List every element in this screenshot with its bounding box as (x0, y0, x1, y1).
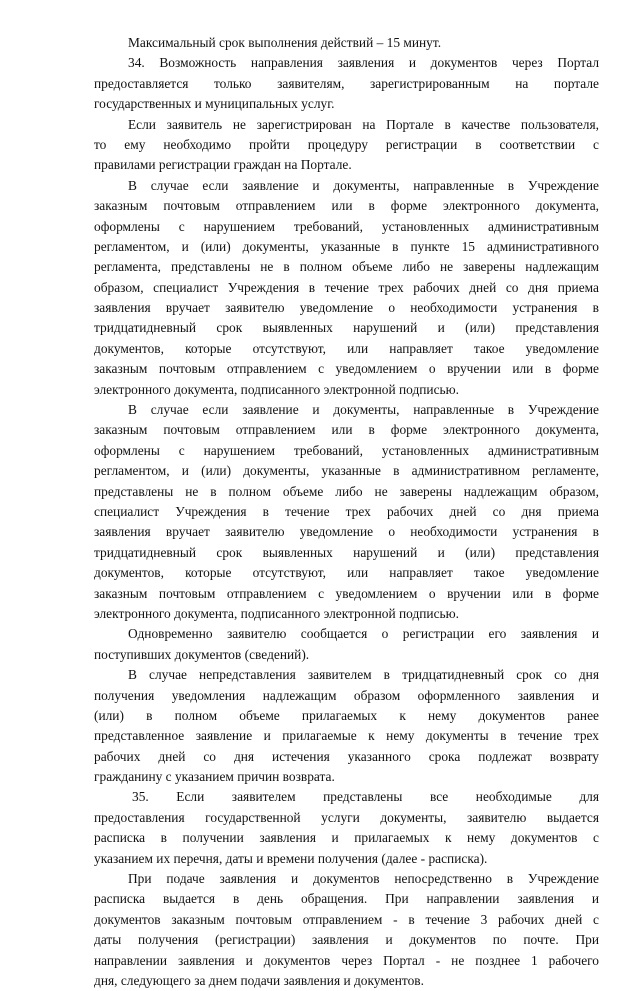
text-line: Одновременно заявителю сообщается о регистрации его заявления и (128, 626, 599, 642)
text-line: рабочих дней со дня истечения указанного срока подлежат возврату (94, 748, 599, 764)
text-line: В случае если заявление и документы, направленные в Учреждение (128, 177, 599, 193)
text-line: образом, специалист Учреждения в течение трех рабочих дней со дня приема (94, 279, 599, 295)
text-line: предоставляется только заявителям, зарегистрированным на портале (94, 75, 599, 91)
text-line: документов, которые отсутствуют, или направляет такое уведомление (94, 340, 599, 356)
text-line: документов заказным почтовым отправлением - в течение 3 рабочих дней с (94, 911, 599, 927)
text-line: заявления вручает заявителю уведомление о необходимости устранения в (94, 300, 599, 316)
text-line: оформлены с нарушением требований, установленных административным (94, 218, 599, 234)
text-line: 35. Если заявителем представлены все необходимые для (132, 789, 599, 805)
text-line: предоставления государственной услуги документы, заявителю выдается (94, 809, 599, 825)
text-line: регламентом, и (или) документы, указанные в административном регламенте, (94, 463, 599, 479)
text-line: направлении заявления и документов через Портал - не позднее 1 рабочего (94, 952, 599, 968)
text-line: поступивших документов (сведений). (94, 646, 310, 662)
text-line: (или) в полном объеме прилагаемых к нему документов ранее (94, 707, 599, 723)
text-line: Максимальный срок выполнения действий – 15 минут. (128, 35, 442, 50)
text-line: даты получения (регистрации) заявления и документов по почте. При (94, 932, 599, 948)
text-line: заказным почтовым отправлением с уведомлением о вручении или в форме (94, 585, 599, 601)
text-line: электронного документа, подписанного электронной подписью. (94, 605, 460, 621)
text-line: то ему необходимо пройти процедуру регистрации в соответствии с (94, 136, 599, 152)
text-line: тридцатидневный срок выявленных нарушений и (или) представления (94, 320, 599, 336)
text-line: расписка в получении заявления и прилагаемых к нему документов с (94, 830, 599, 846)
text-line: расписка выдается в день обращения. При направлении заявления и (94, 891, 599, 907)
text-line: электронного документа, подписанного электронной подписью. (94, 381, 460, 397)
text-line: 34. Возможность направления заявления и документов через Портал (128, 55, 599, 71)
text-line: При подаче заявления и документов непосредственно в Учреждение (128, 871, 599, 887)
text-line: документов, которые отсутствуют, или направляет такое уведомление (94, 565, 599, 581)
text-line: В случае если заявление и документы, направленные в Учреждение (128, 402, 599, 418)
text-line: регламентом, и (или) документы, указанные в пункте 15 административного (94, 238, 599, 254)
text-line: оформлены с нарушением требований, установленных административным (94, 442, 599, 458)
text-line: тридцатидневный срок выявленных нарушений и (или) представления (94, 544, 599, 560)
text-line: заказным почтовым отправлением или в форме электронного документа, (94, 422, 599, 438)
text-line: получения уведомления надлежащим образом оформленного заявления и (94, 687, 599, 703)
text-line: представленное заявление и прилагаемые к нему документы в течение трех (94, 728, 599, 744)
document-body (94, 33, 599, 991)
text-line: заявления вручает заявителю уведомление о необходимости устранения в (94, 524, 599, 540)
text-line: В случае непредставления заявителем в тридцатидневный срок со дня (128, 667, 599, 683)
text-line: гражданину с указанием причин возврата. (94, 769, 335, 785)
text-line: заказным почтовым отправлением или в форме электронного документа, (94, 198, 599, 214)
text-line: дня, следующего за днем подачи заявления и документов. (94, 972, 424, 988)
text-line: государственных и муниципальных услуг. (94, 96, 335, 112)
text-line: представлены не в полном объеме либо не заверены надлежащим образом, (94, 483, 599, 499)
text-line: регламента, представлены не в полном объеме либо не заверены надлежащим (94, 259, 599, 275)
text-line: правилами регистрации граждан на Портале. (94, 157, 352, 173)
text-line: специалист Учреждения в течение трех рабочих дней со дня приема (94, 503, 599, 519)
text-line: Если заявитель не зарегистрирован на Портале в качестве пользователя, (128, 116, 599, 132)
text-line: заказным почтовым отправлением с уведомлением о вручении или в форме (94, 361, 599, 377)
text-line: указанием их перечня, даты и времени получения (далее - расписка). (94, 850, 488, 866)
